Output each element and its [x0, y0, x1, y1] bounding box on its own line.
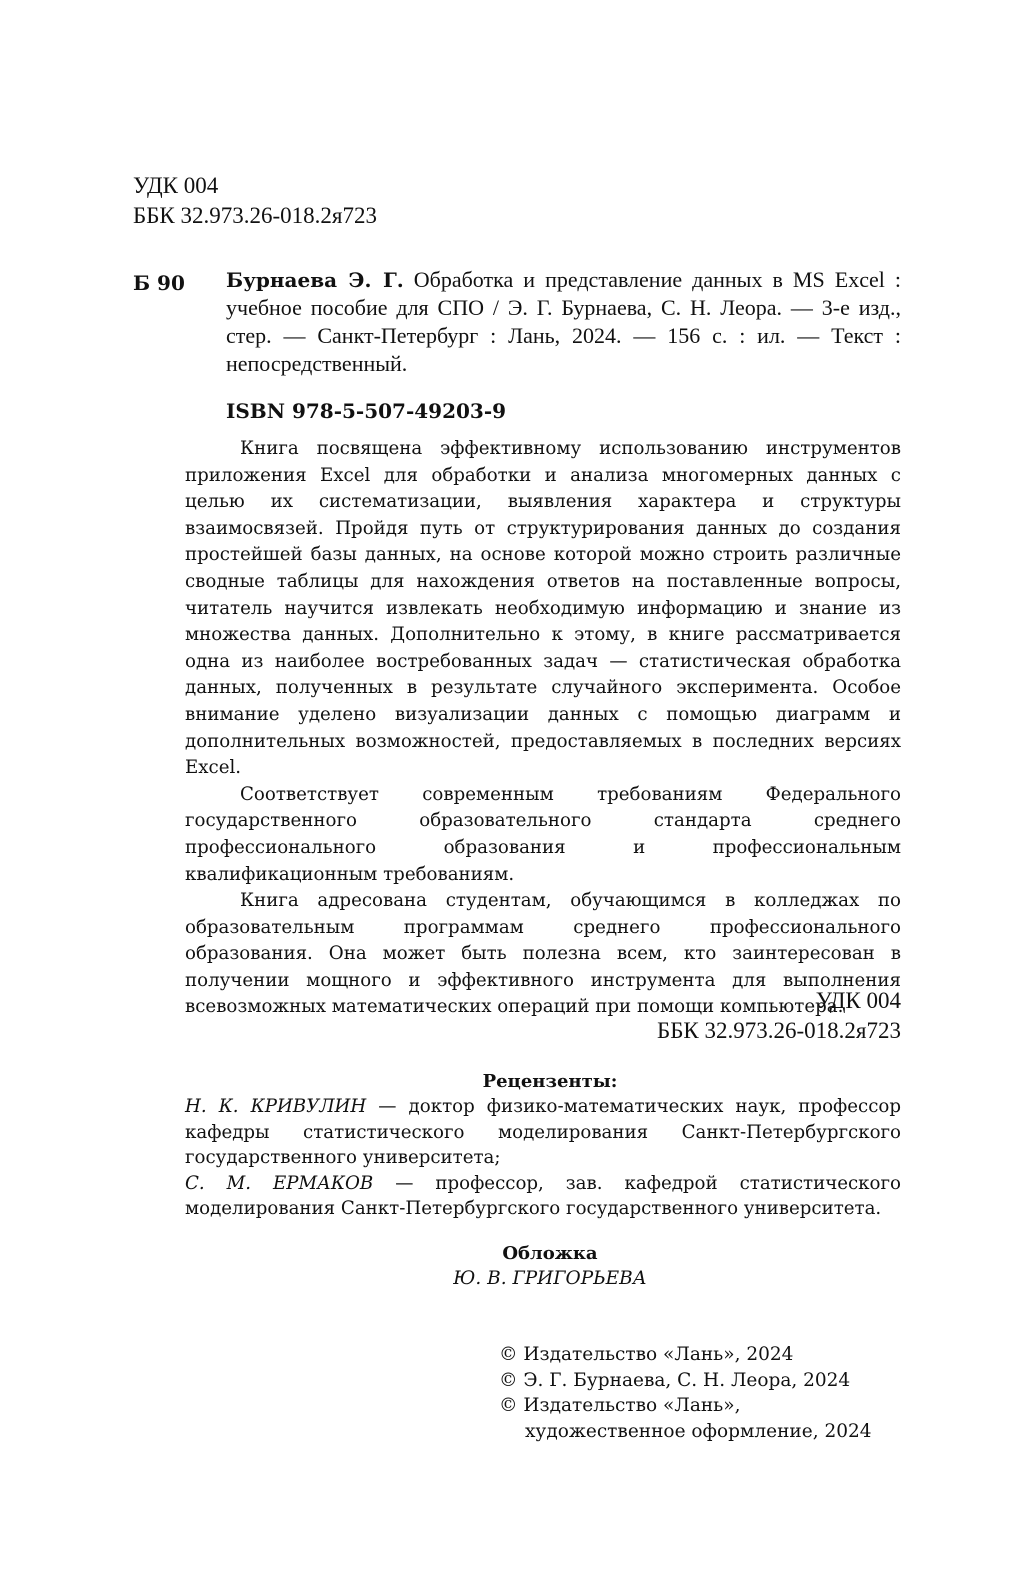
udk-code: УДК 004 [815, 988, 901, 1013]
annotation [185, 436, 901, 1021]
reviewers-heading: Рецензенты: [482, 1071, 618, 1092]
copyright-line: © Издательство «Лань», 2024 [499, 1344, 794, 1365]
reviewer-name: С. М. ЕРМАКОВ [185, 1172, 374, 1194]
isbn: ISBN 978-5-507-49203-9 [226, 399, 507, 423]
bibliographic-description [226, 266, 901, 378]
annotation-paragraph: Книга посвящена эффективному использованию инструментов приложения Excel для обработки и анализа многомерных данных с целью их систематизации, выявления характера и структуры взаимосвязей. Пройдя путь от структурирования данных до создания простейшей базы данных, на основе которой можно строить различные сводные таблицы для нахождения ответов на поставленные вопросы, читатель научится извлекать необходимую информацию и знание из множества данных. Дополнительно к этому, в книге рассматривается одна из наиболее востребованных задач — статистическая обработка данных, полученных в результате случайного эксперимента. Особое внимание уделено визуализации данных с помощью диаграмм и дополнительных возможностей, предоставляемых в последних версиях Excel. [185, 438, 901, 779]
annotation-paragraph: Соответствует современным требованиям Федерального государственного образовательного стандарта среднего профессионального образования и профессиональным квалификационным требованиям. [185, 783, 901, 885]
reviewer-entry [185, 1094, 901, 1171]
reviewer-entry [185, 1171, 901, 1222]
copyright-line: © Издательство «Лань», [499, 1395, 741, 1416]
cover-heading: Обложка [502, 1243, 598, 1264]
top-classification [133, 171, 377, 231]
reviewers-list [185, 1094, 901, 1222]
bbk-code: ББК 32.973.26-018.2я723 [657, 1018, 901, 1043]
copyright-line: художественное оформление, 2024 [525, 1420, 872, 1442]
book-description: Обработка и представление данных в MS Excel : учебное пособие для СПО / Э. Г. Бурнаева, С. Н. Леора. — 3-е изд., стер. — Санкт-Петербург : Лань, 2024. — 156 с. : ил. — Текст : непосредственный. [226, 267, 901, 376]
author-name: Бурнаева Э. Г. [226, 268, 404, 292]
author-mark: Б 90 [133, 271, 185, 295]
copyright-line: © Э. Г. Бурнаева, С. Н. Леора, 2024 [499, 1369, 851, 1391]
reviewer-description: — профессор, зав. кафедрой статистического моделирования Санкт-Петербургского государственного университета. [185, 1172, 901, 1220]
bbk-code: ББК 32.973.26-018.2я723 [133, 203, 377, 228]
copyright-block [499, 1342, 872, 1444]
reviewer-name: Н. К. КРИВУЛИН [185, 1096, 367, 1117]
cover-designer: Ю. В. ГРИГОРЬЕВА [453, 1268, 647, 1289]
annotation-paragraph: Книга адресована студентам, обучающимся в колледжах по образовательным программам среднего профессионального образования. Она может быть полезна всем, кто заинтересован в получении мощного и эффективного инструмента для выполнения всевозможных математических операций при помощи компьютера. [185, 890, 901, 1018]
udk-code: УДК 004 [133, 173, 219, 198]
reviewer-description: — доктор физико-математических наук, профессор кафедры статистического моделирования Санкт-Петербургского государственного университета; [185, 1096, 901, 1169]
bottom-classification [657, 986, 901, 1046]
